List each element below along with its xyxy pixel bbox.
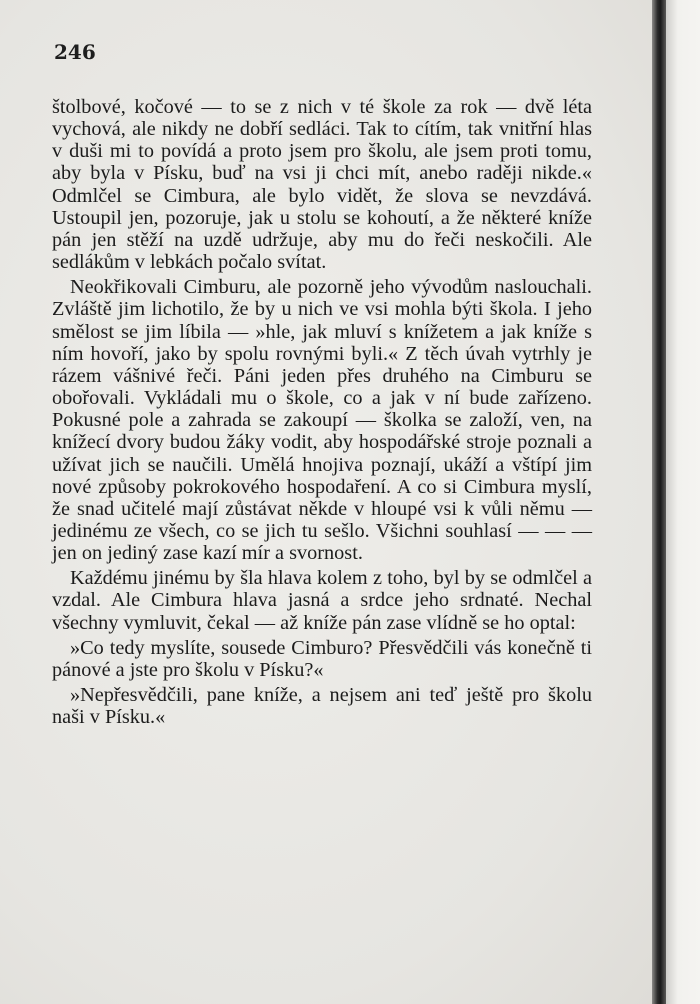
paragraph-5: »Nepřesvědčili, pane kníže, a nejsem ani teď ještě pro školu naši v Písku.« [52, 684, 592, 729]
page-number: 246 [54, 40, 96, 64]
paragraph-1: štolbové, kočové — to se z nich v té škole za rok — dvě léta vychová, ale nikdy ne dobří sedláci. Tak to cítím, tak vnitřní hlas v duši mi to povídá a proto jsem pro školu, ale jsem proti tomu, aby byla v Písku, buď na vsi ji chci mít, anebo raději nikde.« Odmlčel se Cimbura, ale bylo vidět, že slova se nevzdává. Ustoupil jen, pozoruje, jak u stolu se kohoutí, a že některé kníže pán jen stěží na uzdě udržuje, aby mu do řeči neskočili. Ale sedlákům v lebkách počalo svítat. [52, 96, 592, 274]
paragraph-3: Každému jinému by šla hlava kolem z toho, byl by se odmlčel a vzdal. Ale Cimbura hlava jasná a srdce jeho srdnaté. Nechal všechny vymluvit, čekal — až kníže pán zase vlídně se ho optal: [52, 567, 592, 634]
book-spine-shadow [652, 0, 666, 1004]
page-text [52, 96, 592, 728]
paragraph-4: »Co tedy myslíte, sousede Cimburo? Přesvědčili vás konečně ti pánové a jste pro školu v Písku?« [52, 636, 592, 681]
paragraph-2: Neokřikovali Cimburu, ale pozorně jeho vývodům naslouchali. Zvláště jim lichotilo, že by u nich ve vsi mohla býti škola. I jeho smělost se jim líbila — »hle, jak mluví s knížetem a jak kníže s ním hovoří, jako by spolu rovnými byli.« Z těch úvah vytrhly je rázem vášnivé řeči. Páni jeden přes druhého na Cimburu se obořovali. Vykládali mu o škole, co a jak v ní bude zařízeno. Pokusné pole a zahrada se zakoupí — školka se založí, ven, na knížecí dvory budou žáky vodit, aby hospodářské stroje poznali a užívat jich se naučili. Umělá hnojiva poznají, ukáží a vštípí jim nové způsoby pokrokového hospodaření. A co si Cimbura myslí, že snad učitelé mají zůstávat někde v hloupé vsi k vůli němu — jedinému ze všech, co se jich tu sešlo. Všichni souhlasí — — — jen on jediný zase kazí mír a svornost. [52, 276, 592, 565]
adjacent-page-edge [666, 0, 700, 1004]
